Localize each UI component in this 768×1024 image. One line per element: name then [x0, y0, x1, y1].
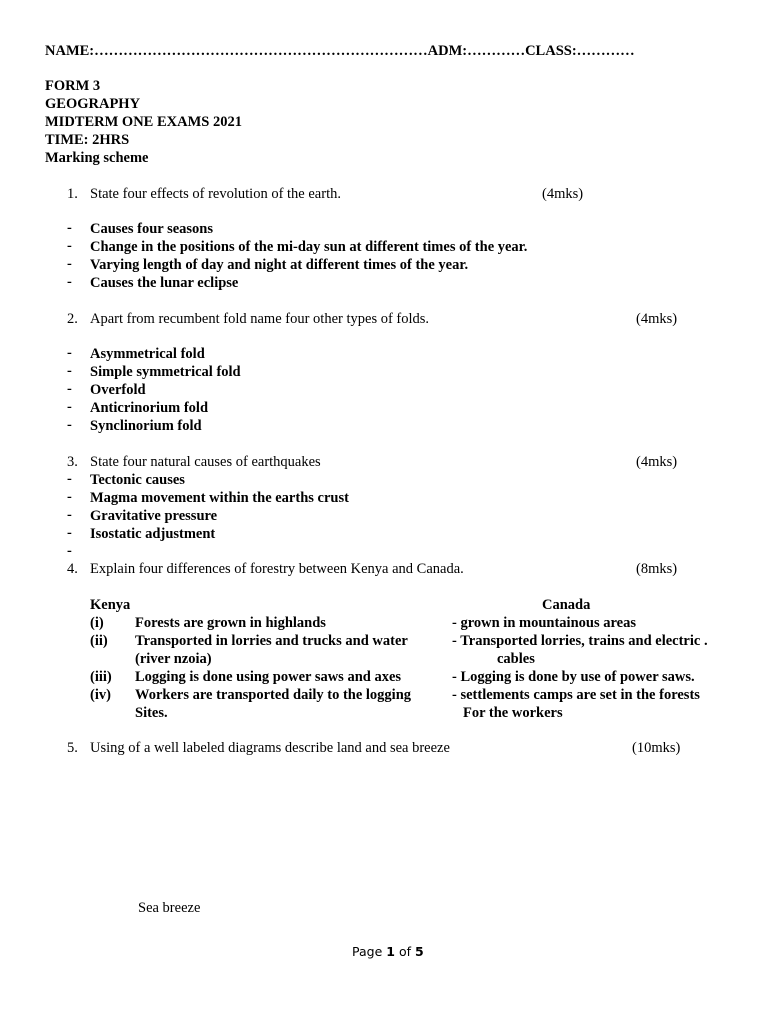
question-text: Using of a well labeled diagrams describe land and sea breeze [90, 740, 450, 756]
answer-item: Tectonic causes [90, 472, 185, 488]
answer-item: Overfold [90, 382, 146, 398]
row-number: (iii) [90, 669, 112, 685]
answer-item: Synclinorium fold [90, 418, 202, 434]
bullet-dash: - [67, 256, 72, 272]
bullet-dash: - [67, 507, 72, 523]
question-marks: (4mks) [636, 454, 678, 470]
question-number: 2. [67, 311, 78, 327]
bullet-dash: - [67, 238, 72, 254]
question-number: 1. [67, 186, 78, 202]
row-number: (i) [90, 615, 104, 631]
answer-item: Simple symmetrical fold [90, 364, 241, 380]
subject-label: GEOGRAPHY [45, 96, 141, 112]
page-number: 1 [386, 944, 395, 959]
kenya-point: Workers are transported daily to the logging [135, 687, 412, 703]
bullet-dash: - [67, 417, 72, 433]
question-marks: (4mks) [542, 186, 584, 202]
bullet-dash: - [67, 399, 72, 415]
kenya-point-cont: (river nzoia) [135, 651, 212, 667]
doc-type-label: Marking scheme [45, 150, 149, 166]
answer-item: Magma movement within the earths crust [90, 490, 349, 506]
canada-point: - Transported lorries, trains and electric . [452, 633, 708, 649]
canada-heading: Canada [542, 597, 591, 613]
kenya-point-cont: Sites. [135, 705, 168, 721]
question-text: State four natural causes of earthquakes [90, 454, 321, 470]
question-marks: (10mks) [632, 740, 681, 756]
bullet-dash: - [67, 381, 72, 397]
answer-item: Causes the lunar eclipse [90, 275, 239, 291]
answer-item: Varying length of day and night at different times of the year. [90, 257, 469, 273]
kenya-heading: Kenya [90, 597, 131, 613]
time-label: TIME: 2HRS [45, 132, 130, 148]
bullet-dash: - [67, 525, 72, 541]
name-adm-class-line: NAME:……………………………………………………………ADM:…………CLASS:………… [45, 43, 635, 59]
kenya-point: Logging is done using power saws and axes [135, 669, 402, 685]
bullet-dash: - [67, 345, 72, 361]
total-pages: 5 [414, 944, 424, 959]
bullet-dash: - [67, 471, 72, 487]
bullet-dash: - [67, 274, 72, 290]
question-number: 3. [67, 454, 78, 470]
canada-point: - settlements camps are set in the forests [452, 687, 700, 703]
bullet-dash: - [67, 220, 72, 236]
row-number: (ii) [90, 633, 108, 649]
row-number: (iv) [90, 687, 111, 703]
answer-item: Causes four seasons [90, 221, 214, 237]
answer-item: Gravitative pressure [90, 508, 218, 524]
canada-point-cont: For the workers [463, 705, 563, 721]
question-text: Apart from recumbent fold name four other types of folds. [90, 311, 430, 327]
canada-point-cont: cables [497, 651, 535, 667]
kenya-point: Forests are grown in highlands [135, 615, 326, 631]
form-label: FORM 3 [45, 78, 101, 94]
page-footer [352, 943, 424, 961]
of-word: of [398, 944, 411, 959]
answer-item: Change in the positions of the mi-day sun at different times of the year. [90, 239, 528, 255]
question-number: 5. [67, 740, 78, 756]
answer-item: Anticrinorium fold [90, 400, 209, 416]
answer-item: Asymmetrical fold [90, 346, 205, 362]
exam-title: MIDTERM ONE EXAMS 2021 [45, 114, 242, 130]
question-text: Explain four differences of forestry between Kenya and Canada. [90, 561, 464, 577]
bullet-dash: - [67, 489, 72, 505]
answer-item: Isostatic adjustment [90, 526, 216, 542]
bullet-dash: - [67, 363, 72, 379]
page-word: Page [352, 944, 383, 959]
kenya-point: Transported in lorries and trucks and water [135, 633, 408, 649]
diagram-label: Sea breeze [138, 900, 201, 916]
canada-point: - grown in mountainous areas [452, 615, 636, 631]
question-number: 4. [67, 561, 78, 577]
question-text: State four effects of revolution of the earth. [90, 186, 341, 202]
bullet-dash: - [67, 543, 72, 559]
question-marks: (8mks) [636, 561, 678, 577]
canada-point: - Logging is done by use of power saws. [452, 669, 695, 685]
question-marks: (4mks) [636, 311, 678, 327]
